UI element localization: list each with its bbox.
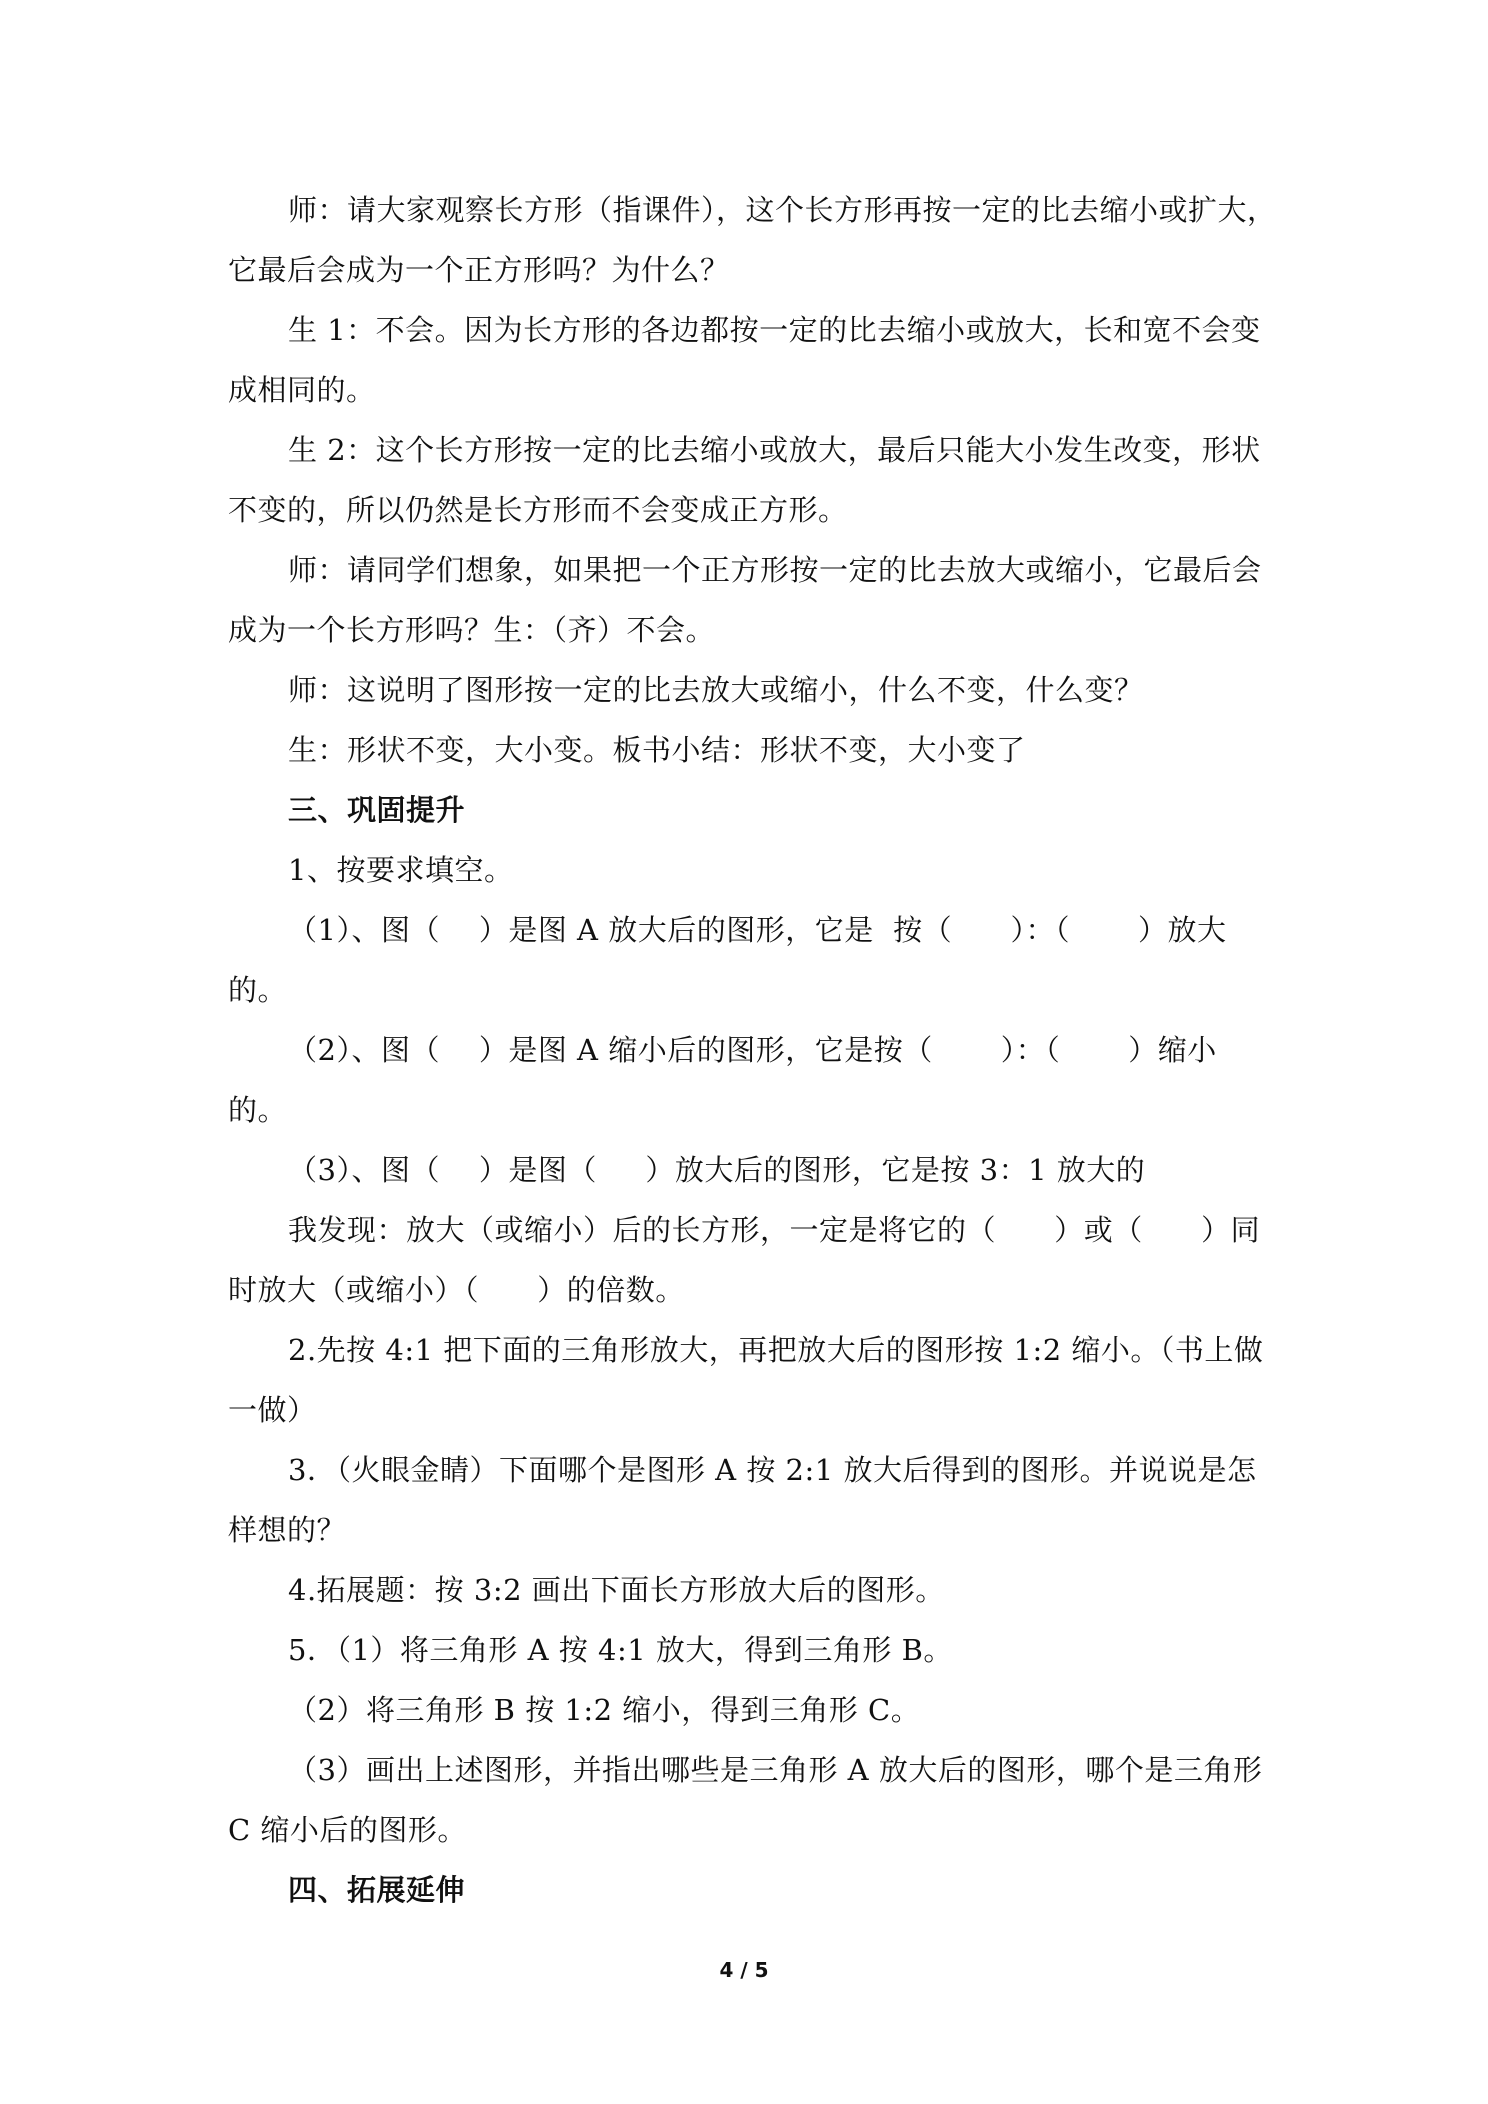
- exercise-line: （3）画出上述图形，并指出哪些是三角形 A 放大后的图形，哪个是三角形: [288, 1753, 1263, 1787]
- exercise-line: （2）、图（ ）是图 A 缩小后的图形，它是按（ ）：（ ）缩小: [288, 1033, 1217, 1067]
- paragraph-line: 不变的，所以仍然是长方形而不会变成正方形。: [228, 493, 848, 527]
- exercise-line: （3）、图（ ）是图（ ）放大后的图形，它是按 3：1 放大的: [288, 1153, 1146, 1187]
- exercise-line: 4.拓展题：按 3:2 画出下面长方形放大后的图形。: [288, 1573, 945, 1607]
- document-body: [228, 180, 1277, 1920]
- paragraph-line: 1、按要求填空。: [288, 853, 514, 887]
- exercise-line: 样想的？: [228, 1513, 347, 1547]
- exercise-line: C 缩小后的图形。: [228, 1813, 467, 1847]
- exercise-line: （2）将三角形 B 按 1:2 缩小，得到三角形 C。: [288, 1693, 921, 1727]
- paragraph-line: 师：请同学们想象，如果把一个正方形按一定的比去放大或缩小，它最后会: [288, 553, 1262, 587]
- exercise-line: 我发现：放大（或缩小）后的长方形，一定是将它的（ ）或（ ）同: [288, 1213, 1261, 1247]
- page-number: 4 / 5: [719, 1958, 769, 1982]
- exercise-line: 5．（1）将三角形 A 按 4:1 放大，得到三角形 B。: [288, 1633, 953, 1667]
- section-heading: 四、拓展延伸: [288, 1873, 466, 1907]
- paragraph-line: 它最后会成为一个正方形吗？为什么？: [228, 253, 730, 287]
- paragraph-line: 成为一个长方形吗？生：（齐）不会。: [228, 613, 716, 647]
- exercise-line: 的。: [228, 1093, 288, 1127]
- paragraph-line: 成相同的。: [228, 373, 376, 407]
- paragraph-line: 师：这说明了图形按一定的比去放大或缩小，什么不变，什么变？: [288, 673, 1144, 707]
- exercise-line: 一做）: [228, 1393, 317, 1427]
- paragraph-line: 师：请大家观察长方形（指课件），这个长方形再按一定的比去缩小或扩大，: [288, 193, 1277, 227]
- exercise-line: 时放大（或缩小）（ ）的倍数。: [228, 1273, 685, 1307]
- paragraph-line: 生 1：不会。因为长方形的各边都按一定的比去缩小或放大，长和宽不会变: [288, 313, 1261, 347]
- exercise-line: 的。: [228, 973, 288, 1007]
- exercise-line: 2.先按 4:1 把下面的三角形放大，再把放大后的图形按 1:2 缩小。（书上做: [288, 1333, 1264, 1367]
- section-heading: 三、巩固提升: [288, 793, 466, 827]
- paragraph-line: 生：形状不变，大小变。板书小结：形状不变，大小变了: [288, 733, 1026, 767]
- paragraph-line: 生 2：这个长方形按一定的比去缩小或放大，最后只能大小发生改变，形状: [288, 433, 1261, 467]
- exercise-line: （1）、图（ ）是图 A 放大后的图形，它是 按（ ）：（ ）放大: [288, 913, 1227, 947]
- exercise-line: 3．（火眼金睛）下面哪个是图形 A 按 2:1 放大后得到的图形。并说说是怎: [288, 1453, 1257, 1487]
